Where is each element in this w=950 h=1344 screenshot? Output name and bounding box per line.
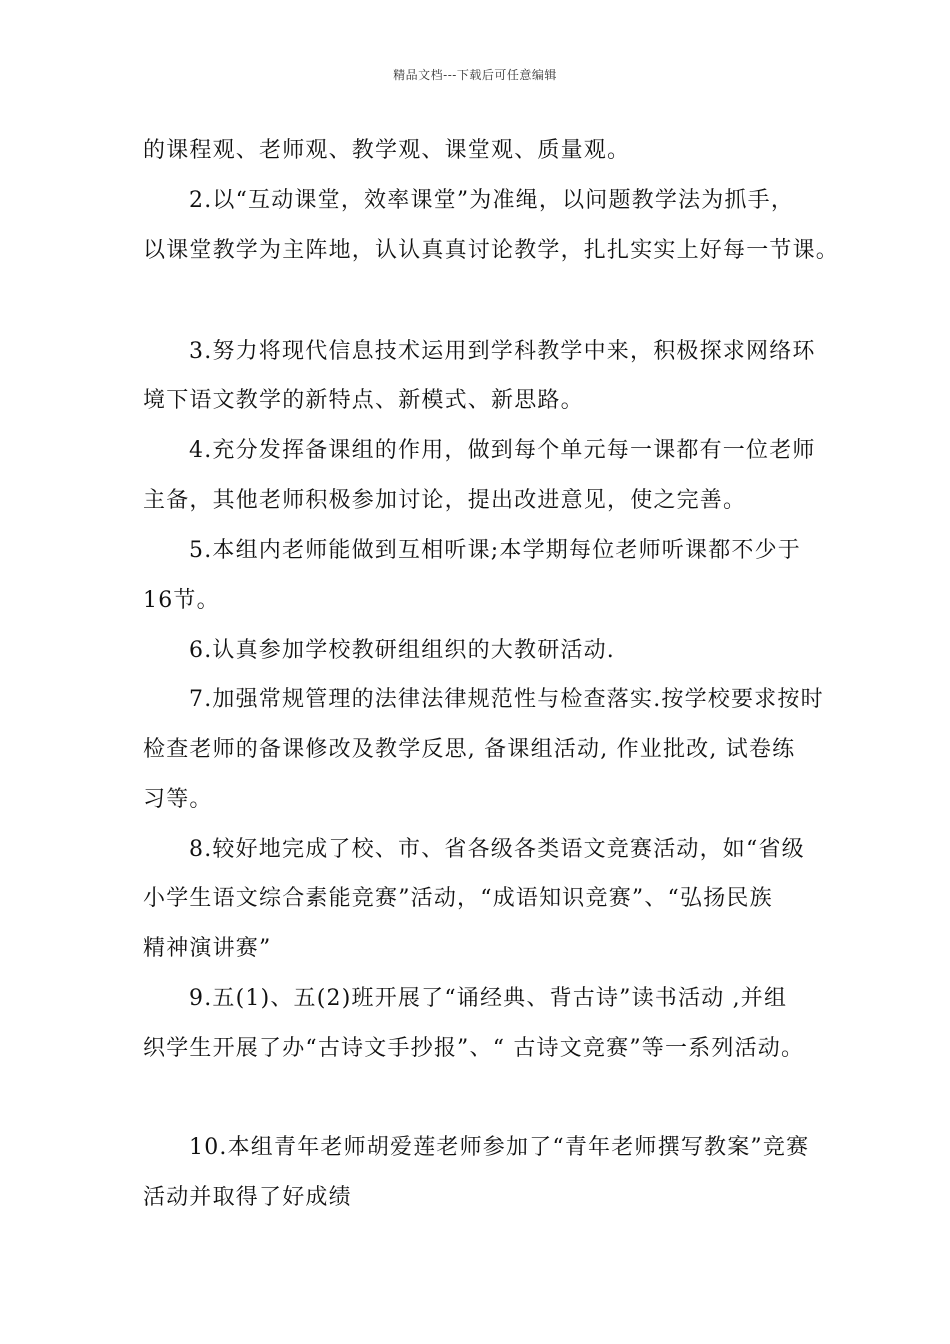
text-line: 4.充分发挥备课组的作用，做到每个单元每一课都有一位老师 (189, 438, 816, 463)
text-line: 16节。 (143, 588, 220, 613)
text-line: 以课堂教学为主阵地，认认真真讨论教学，扎扎实实上好每一节课。 (143, 238, 840, 263)
text-line: 8.较好地完成了校、市、省各级各类语文竞赛活动，如“省级 (189, 837, 805, 862)
text-line: 的课程观、老师观、教学观、课堂观、质量观。 (143, 138, 631, 163)
text-line: 3.努力将现代信息技术运用到学科教学中来，积极探求网络环 (189, 339, 816, 364)
text-line: 2.以“互动课堂，效率课堂”为准绳，以问题教学法为抓手， (189, 188, 795, 213)
text-line: 5.本组内老师能做到互相听课;本学期每位老师听课都不少于 (189, 538, 802, 563)
text-line: 6.认真参加学校教研组组织的大教研活动. (189, 638, 615, 663)
text-line: 织学生开展了办“古诗文手抄报”、“ 古诗文竞赛”等一系列活动。 (143, 1036, 805, 1061)
text-line: 7.加强常规管理的法律法律规范性与检查落实.按学校要求按时 (189, 687, 824, 712)
page-header: 精品文档---下载后可任意编辑 (393, 68, 557, 82)
text-line: 检查老师的备课修改及教学反思, 备课组活动, 作业批改, 试卷练 (143, 737, 796, 762)
text-line: 境下语文教学的新特点、新模式、新思路。 (143, 388, 584, 413)
text-line: 9.五(1)、五(2)班开展了“诵经典、背古诗”读书活动 ,并组 (189, 986, 788, 1011)
text-line: 10.本组青年老师胡爱莲老师参加了“青年老师撰写教案”竞赛 (189, 1135, 810, 1160)
text-line: 活动并取得了好成绩 (143, 1185, 352, 1210)
text-line: 主备，其他老师积极参加讨论，提出改进意见，使之完善。 (143, 488, 747, 513)
text-line: 小学生语文综合素能竞赛”活动，“成语知识竞赛”、“弘扬民族 (143, 886, 773, 911)
text-line: 习等。 (143, 787, 213, 812)
text-line: 精神演讲赛” (143, 936, 272, 961)
